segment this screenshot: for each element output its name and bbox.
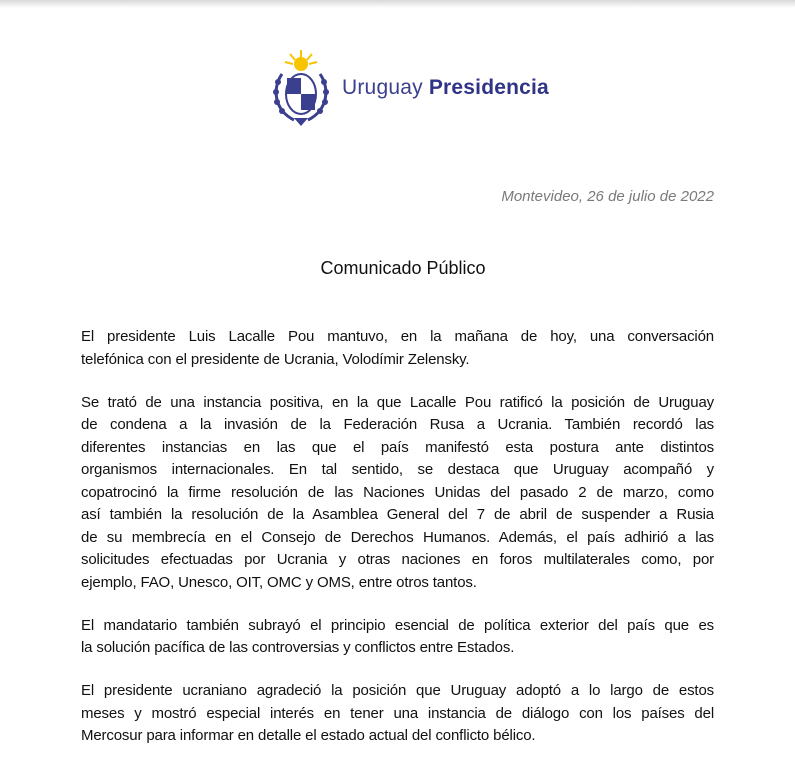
document-body [81, 326, 714, 768]
paragraph [81, 326, 714, 371]
text-line: Se trató de una instancia positiva, en la que Lacalle Pou ratificó la posición de Uruguay [81, 393, 714, 411]
paragraph [81, 615, 714, 660]
text-line: organismos internacionales. En tal sentido, se destaca que Uruguay acompañó y [81, 461, 714, 478]
text-line: solicitudes efectuadas por Ucrania y otras naciones en foros multilaterales como, por [81, 551, 714, 568]
text-line: ejemplo, FAO, Unesco, OIT, OMC y OMS, entre otros tantos. [81, 573, 477, 591]
presidencia-logo [268, 48, 549, 128]
document-date: Montevideo, 26 de julio de 2022 [501, 188, 714, 205]
text-line: El mandatario también subrayó el principio esencial de política exterior del país que es [81, 616, 714, 634]
coat-of-arms-icon [268, 48, 334, 128]
text-line: copatrocinó la firme resolución de las Naciones Unidas del pasado 2 de marzo, como [81, 483, 714, 501]
text-line: Mercosur para informar en detalle el estado actual del conflicto bélico. [81, 727, 536, 744]
text-line: meses y mostró especial interés en tener una instancia de diálogo con los países del [81, 704, 714, 722]
paragraph [81, 392, 714, 595]
document-title: Comunicado Público [320, 258, 486, 278]
text-line: de su membrecía en el Consejo de Derechos Humanos. Además, el país adhirió a las [81, 528, 714, 546]
logo-text: Uruguay Presidencia [342, 76, 549, 99]
text-line: telefónica con el presidente de Ucrania, Volodímir Zelensky. [81, 350, 470, 368]
text-line: El presidente ucraniano agradeció la posición que Uruguay adoptó a lo largo de estos [81, 682, 714, 699]
text-line: así también la resolución de la Asamblea General del 7 de abril de suspender a Rusia [81, 506, 714, 523]
paragraph [81, 680, 714, 748]
page-top-shadow [0, 0, 795, 8]
text-line: diferentes instancias en las que el país manifestó esta postura ante distintos [81, 438, 714, 456]
text-line: la solución pacífica de las controversias y conflictos entre Estados. [81, 639, 515, 656]
text-line: de condena a la invasión de la Federación Rusa a Ucrania. También recordó las [81, 416, 714, 433]
text-line: El presidente Luis Lacalle Pou mantuvo, en la mañana de hoy, una conversación [81, 328, 714, 345]
